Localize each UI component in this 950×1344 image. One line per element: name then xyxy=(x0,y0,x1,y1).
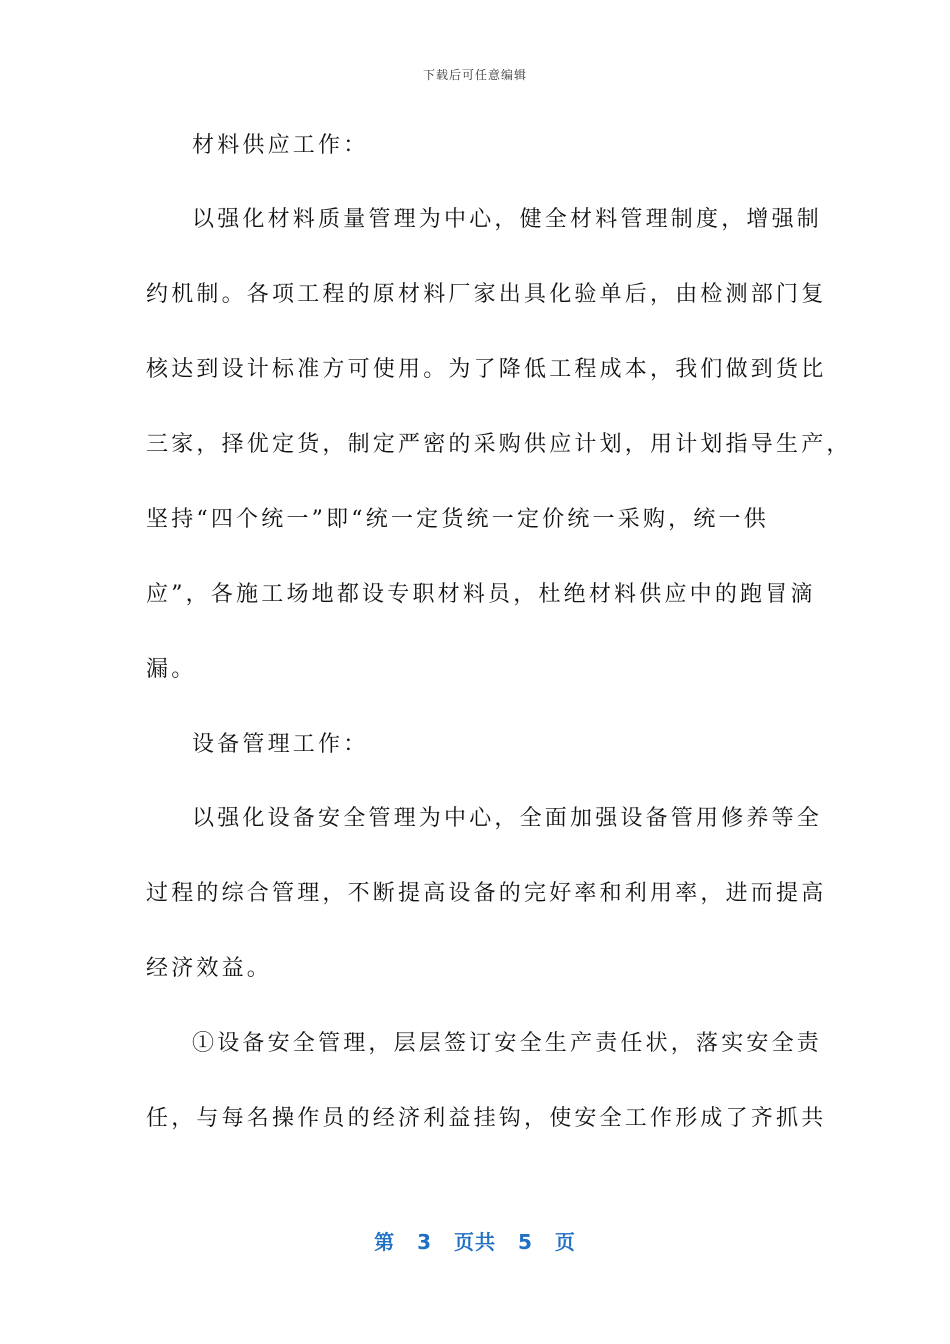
page-footer xyxy=(0,1226,950,1255)
total-pages-number: 5 xyxy=(518,1230,533,1254)
paragraph-line: 应”，各施工场地都设专职材料员，杜绝材料供应中的跑冒滴 xyxy=(146,582,816,607)
paragraph-line: 过程的综合管理，不断提高设备的完好率和利用率，进而提高 xyxy=(146,881,827,906)
section-heading-equipment: 设备管理工作： xyxy=(192,732,369,757)
paragraph-line: 以强化材料质量管理为中心，健全材料管理制度，增强制 xyxy=(192,207,823,232)
paragraph-line: 以强化设备安全管理为中心，全面加强设备管用修养等全 xyxy=(192,806,823,831)
paragraph-line: ①设备安全管理，层层签订安全生产责任状，落实安全责 xyxy=(192,1031,823,1056)
page-header: 下载后可任意编辑 xyxy=(422,68,527,82)
section-heading-materials: 材料供应工作： xyxy=(192,133,369,158)
paragraph-line: 三家，择优定货，制定严密的采购供应计划，用计划指导生产， xyxy=(146,432,852,457)
page-label-prefix: 第 xyxy=(374,1230,396,1254)
paragraph-line: 经济效益。 xyxy=(146,956,273,981)
paragraph-line: 任，与每名操作员的经济利益挂钩，使安全工作形成了齐抓共 xyxy=(146,1106,827,1131)
paragraph-line: 坚持“四个统一”即“统一定货统一定价统一采购，统一供 xyxy=(146,507,769,532)
page-label-mid: 页共 xyxy=(454,1230,496,1254)
paragraph-line: 约机制。各项工程的原材料厂家出具化验单后，由检测部门复 xyxy=(146,282,827,307)
paragraph-line: 漏。 xyxy=(146,657,197,682)
current-page-number: 3 xyxy=(417,1230,432,1254)
page-label-suffix: 页 xyxy=(554,1230,576,1254)
paragraph-line: 核达到设计标准方可使用。为了降低工程成本，我们做到货比 xyxy=(146,357,827,382)
